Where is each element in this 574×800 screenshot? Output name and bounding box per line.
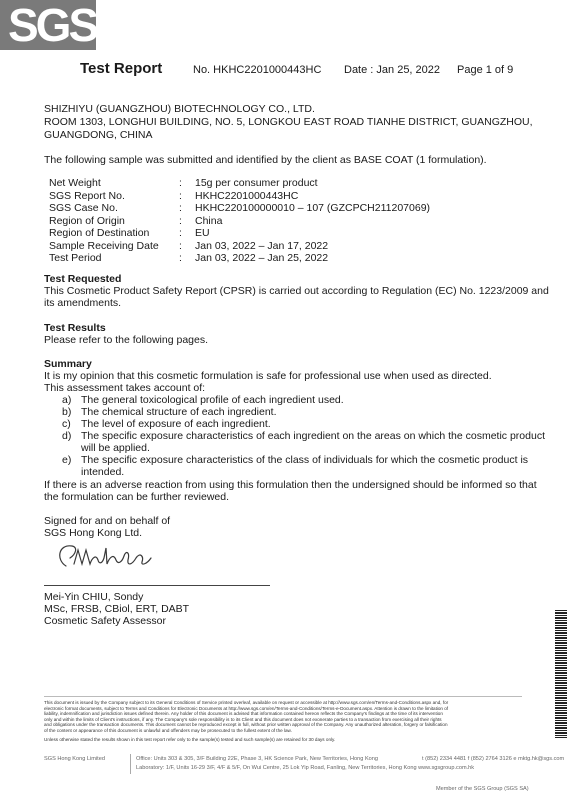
signatory-credentials: MSc, FRSB, CBiol, ERT, DABT — [44, 603, 190, 615]
closing-text: the formulation can be further reviewed. — [44, 491, 230, 503]
signing-company: SGS Hong Kong Ltd. — [44, 527, 143, 539]
signatory-name: Mei-Yin CHIU, Sondy — [44, 591, 144, 603]
logo-text: SGS — [8, 0, 97, 51]
detail-value: Jan 03, 2022 – Jan 17, 2022 — [195, 239, 329, 252]
test-requested-text: This Cosmetic Product Safety Report (CPSR) is carried out according to Regulation (EC) No. 1223/2009 and — [44, 285, 549, 297]
barcode — [555, 610, 567, 738]
closing-text: If there is an adverse reaction from using this formulation then the undersigned should be informed so that — [44, 479, 537, 491]
list-label: d) — [62, 430, 72, 442]
list-text: The general toxicological profile of each ingredient used. — [81, 394, 344, 406]
legal-line: Unless otherwise stated the results shown in this test report refer only to the sample(s) tested and such sample(s) are retained for 30 days only. — [44, 736, 336, 742]
detail-key: Sample Receiving Date — [49, 239, 159, 252]
report-number: No. HKHC2201000443HC — [193, 64, 322, 76]
detail-colon: : — [179, 214, 182, 227]
detail-value: Jan 03, 2022 – Jan 25, 2022 — [195, 252, 329, 264]
detail-key: Net Weight — [49, 177, 101, 189]
list-text: intended. — [81, 466, 125, 478]
detail-key: Region of Origin — [49, 214, 125, 227]
summary-text: It is my opinion that this cosmetic formulation is safe for professional use when used as directed. — [44, 370, 492, 382]
footer-divider — [130, 754, 131, 774]
list-text: The chemical structure of each ingredient. — [81, 406, 277, 418]
list-label: a) — [62, 394, 72, 406]
company-footer — [0, 754, 574, 774]
footer-company: SGS Hong Kong Limited — [44, 756, 105, 762]
report-date: Date : Jan 25, 2022 — [344, 64, 441, 76]
legal-line: and obligations under the transaction documents. This document cannot be reproduced except in full, without prior written approval of the Company. Any unauthorized alteration, forgery or falsification — [44, 722, 448, 728]
signed-for-label: Signed for and on behalf of — [44, 515, 171, 527]
signature-line — [44, 585, 270, 586]
detail-key: Region of Destination — [49, 227, 150, 239]
list-text: The specific exposure characteristics of each ingredient on the areas on which the cosmetic product — [81, 430, 545, 442]
footer-divider — [44, 696, 522, 697]
report-title: Test Report — [80, 60, 163, 77]
sgs-logo — [0, 0, 96, 50]
footer-contact: t (852) 2334 4481 f (852) 2764 3126 e mktg.hk@sgs.com — [422, 756, 565, 762]
footer-lab: Laboratory: 1/F, Units 16-29 3/F, 4/F & 5/F, On Wui Centre, 25 Lok Yip Road, Fanling, New Territories, Hong Kong www.sgsgroup.com.hk — [136, 765, 475, 771]
summary-heading: Summary — [44, 358, 92, 370]
legal-line: liability, indemnification and jurisdiction issues defined therein. Any holder of this document is advised that information contained hereon reflects the Company's findings at the time of its intervention — [44, 711, 443, 717]
intro-text: The following sample was submitted and identified by the client as BASE COAT (1 formulation). — [44, 154, 487, 166]
list-label: c) — [62, 418, 71, 430]
test-requested-heading: Test Requested — [44, 273, 122, 285]
detail-key: SGS Report No. — [49, 189, 125, 202]
detail-colon: : — [179, 252, 182, 264]
detail-value: HKHC2201000443HC — [195, 189, 299, 202]
list-text: will be applied. — [81, 442, 150, 454]
list-label: e) — [62, 454, 72, 466]
detail-colon: : — [179, 227, 182, 239]
footer-member: Member of the SGS Group (SGS SA) — [436, 786, 529, 792]
detail-colon: : — [179, 189, 182, 202]
list-text: The level of exposure of each ingredient. — [81, 418, 271, 430]
client-address-line: GUANGDONG, CHINA — [44, 129, 153, 141]
detail-colon: : — [179, 202, 182, 214]
signatory-role: Cosmetic Safety Assessor — [44, 615, 166, 627]
assessment-list — [44, 394, 545, 484]
legal-line: electronic format documents, subject to Terms and Conditions for Electronic Documents at http://www.sgs.com/en/Terms-and-Conditions/Terms-e-Document.aspx. Attention is drawn to the limitation of — [44, 705, 449, 711]
list-label: b) — [62, 406, 72, 418]
list-text: The specific exposure characteristics of the class of individuals for which the cosmetic product is — [81, 454, 529, 466]
signature-graphic — [52, 538, 162, 574]
detail-value: China — [195, 214, 223, 227]
test-results-text: Please refer to the following pages. — [44, 334, 209, 346]
detail-value: 15g per consumer product — [195, 177, 318, 189]
detail-colon: : — [179, 177, 182, 189]
legal-line: This document is issued by the Company subject to its General Conditions of Service printed overleaf, available on request or accessible at http://www.sgs.com/en/Terms-and-Conditions.aspx and, for — [44, 700, 449, 705]
summary-text: This assessment takes account of: — [44, 382, 206, 394]
client-address-line: ROOM 1303, LONGHUI BUILDING, NO. 5, LONGKOU EAST ROAD TIANHE DISTRICT, GUANGZHOU, — [44, 116, 533, 128]
detail-value: HKHC220100000010 – 107 (GZCPCH211207069) — [195, 202, 431, 214]
detail-key: Test Period — [49, 252, 102, 264]
test-results-heading: Test Results — [44, 322, 106, 334]
footer-office: Office: Units 303 & 305, 3/F Building 22E, Phase 3, HK Science Park, New Territories, Hong Kong — [136, 756, 379, 762]
detail-value: EU — [195, 227, 210, 239]
test-requested-text: its amendments. — [44, 297, 122, 309]
detail-colon: : — [179, 239, 182, 252]
legal-disclaimer — [44, 700, 522, 742]
legal-line: only and within the limits of Client's instructions, if any. The Company's sole responsibility is to its Client and this document does not exonerate parties to a transaction from exercising all their rights — [44, 716, 442, 722]
handwritten-signature — [52, 538, 162, 574]
page-number: Page 1 of 9 — [457, 64, 514, 76]
detail-key: SGS Case No. — [49, 202, 118, 214]
sample-details — [44, 177, 524, 267]
legal-line: of the content or appearance of this document is unlawful and offenders may be prosecuted to the fullest extent of the law. — [44, 727, 292, 733]
client-name: SHIZHIYU (GUANGZHOU) BIOTECHNOLOGY CO., LTD. — [44, 103, 315, 115]
